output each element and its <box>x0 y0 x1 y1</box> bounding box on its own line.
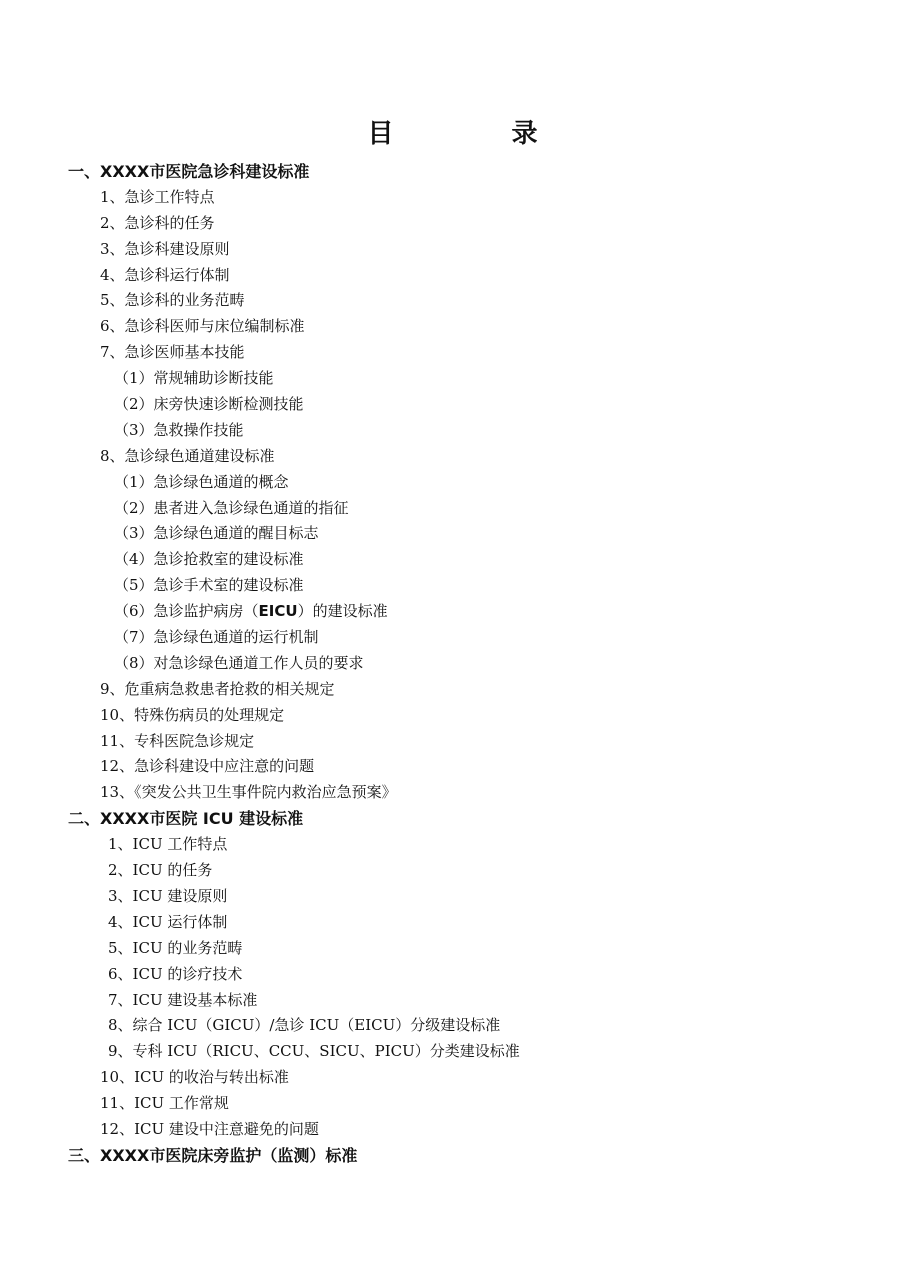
toc-entry[interactable]: （2）床旁快速诊断检测技能 <box>114 395 304 414</box>
toc-entry[interactable]: 9、危重病急救患者抢救的相关规定 <box>100 679 335 698</box>
toc-entry[interactable]: 5、急诊科的业务范畴 <box>100 291 245 310</box>
toc-entry[interactable]: （3）急诊绿色通道的醒目标志 <box>114 524 319 543</box>
toc-entry[interactable]: 10、ICU 的收治与转出标准 <box>100 1068 289 1087</box>
toc-entry[interactable]: 3、ICU 建设原则 <box>108 886 228 905</box>
toc-entry[interactable]: 4、急诊科运行体制 <box>100 265 230 284</box>
toc-entry[interactable]: （2）患者进入急诊绿色通道的指征 <box>114 498 349 517</box>
toc-entry[interactable]: （5）急诊手术室的建设标准 <box>114 576 304 595</box>
toc-section-heading[interactable]: 一、XXXX市医院急诊科建设标准 <box>68 162 310 181</box>
toc-entry[interactable]: （3）急救操作技能 <box>114 420 244 439</box>
page-title: 目 录 <box>367 119 584 149</box>
toc-entry[interactable]: 9、专科 ICU（RICU、CCU、SICU、PICU）分类建设标准 <box>108 1042 520 1061</box>
bold-abbreviation: EICU <box>258 602 298 621</box>
toc-entry[interactable]: 3、急诊科建设原则 <box>100 239 230 258</box>
toc-entry[interactable]: 13、《突发公共卫生事件院内救治应急预案》 <box>100 783 397 802</box>
toc-entry[interactable]: 6、ICU 的诊疗技术 <box>108 964 243 983</box>
toc-entry[interactable]: 4、ICU 运行体制 <box>108 912 228 931</box>
toc-entry[interactable]: 12、ICU 建设中注意避免的问题 <box>100 1119 319 1138</box>
toc-entry[interactable]: 1、急诊工作特点 <box>100 187 215 206</box>
toc-section-heading[interactable]: 三、XXXX市医院床旁监护（监测）标准 <box>68 1145 358 1165</box>
toc-entry[interactable]: （4）急诊抢救室的建设标准 <box>114 550 304 569</box>
toc-entry[interactable]: 7、急诊医师基本技能 <box>100 343 245 362</box>
toc-entry[interactable]: 11、ICU 工作常规 <box>100 1094 229 1113</box>
toc-entry[interactable]: 11、专科医院急诊规定 <box>100 731 255 750</box>
table-of-contents <box>0 159 905 1169</box>
toc-entry[interactable]: （7）急诊绿色通道的运行机制 <box>114 628 319 647</box>
toc-entry[interactable]: （8）对急诊绿色通道工作人员的要求 <box>114 653 364 672</box>
toc-entry[interactable]: 5、ICU 的业务范畴 <box>108 938 243 957</box>
toc-entry[interactable]: 1、ICU 工作特点 <box>108 835 228 854</box>
toc-entry[interactable]: 10、特殊伤病员的处理规定 <box>100 705 285 724</box>
toc-entry[interactable]: 8、综合 ICU（GICU）/急诊 ICU（EICU）分级建设标准 <box>108 1016 501 1035</box>
toc-entry[interactable]: 6、急诊科医师与床位编制标准 <box>100 317 305 336</box>
toc-entry[interactable]: （1）常规辅助诊断技能 <box>114 369 274 388</box>
toc-entry[interactable]: 7、ICU 建设基本标准 <box>108 990 258 1009</box>
toc-entry[interactable]: 2、急诊科的任务 <box>100 213 215 232</box>
toc-section-heading[interactable]: 二、XXXX市医院 ICU 建设标准 <box>68 809 304 829</box>
toc-entry[interactable]: 12、急诊科建设中应注意的问题 <box>100 757 315 776</box>
toc-entry[interactable]: 8、急诊绿色通道建设标准 <box>100 446 275 465</box>
toc-entry[interactable]: （1）急诊绿色通道的概念 <box>114 472 289 491</box>
toc-entry[interactable]: （6）急诊监护病房（EICU）的建设标准 <box>114 602 388 621</box>
toc-entry[interactable]: 2、ICU 的任务 <box>108 861 213 880</box>
